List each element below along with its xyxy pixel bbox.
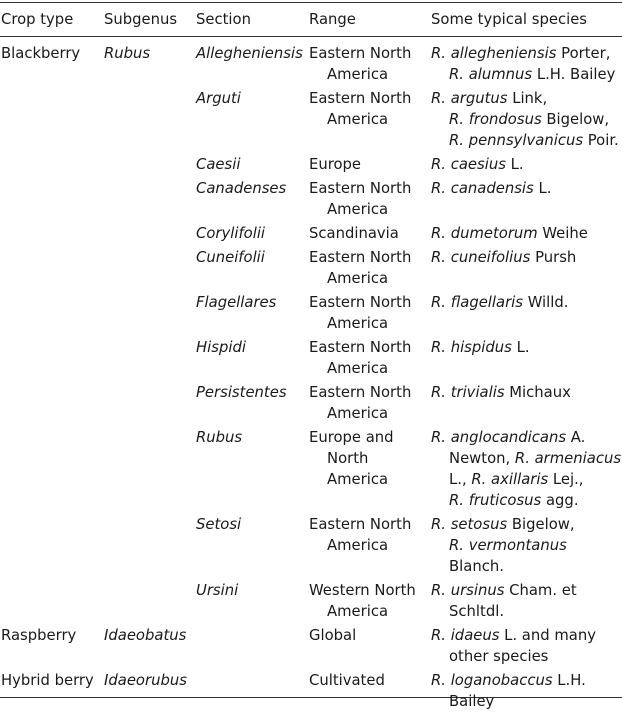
section-cell: Persistentes [196, 384, 287, 401]
species-line [431, 130, 622, 151]
species-cell [430, 154, 622, 178]
section-cell: Caesii [196, 156, 241, 173]
species-name: R. dumetorum [431, 225, 538, 242]
subgenus-cell [103, 154, 195, 178]
section-cell: Cuneifolii [196, 249, 265, 266]
species-authority: L.H. [552, 672, 586, 689]
crop-type-cell [0, 580, 103, 625]
species-authority: Bailey [449, 693, 495, 710]
species-authority: Blanch. [449, 558, 504, 575]
species-name: R. frondosus [449, 111, 542, 128]
species-line [431, 292, 622, 313]
species-authority: Link, [507, 90, 548, 107]
range-line: America [327, 315, 389, 332]
species-authority: Newton, [449, 450, 515, 467]
range-line: America [327, 405, 389, 422]
subgenus-cell [103, 178, 195, 223]
species-authority: L., [449, 471, 472, 488]
crop-type-cell [0, 88, 103, 154]
species-authority: Bigelow, [507, 516, 575, 533]
range-line: Eastern North [309, 45, 412, 62]
table-row [0, 178, 622, 223]
crop-type-cell [0, 514, 103, 580]
species-name: R. flagellaris [431, 294, 524, 311]
range-line: America [327, 537, 389, 554]
species-authority: other species [449, 648, 549, 665]
range-cell [308, 154, 430, 178]
species-authority: Poir. [583, 132, 619, 149]
table-row [0, 154, 622, 178]
range-line: Eastern North [309, 516, 412, 533]
header-section: Section [196, 11, 251, 28]
section-cell: Rubus [196, 429, 243, 446]
range-cell [308, 514, 430, 580]
species-cell [430, 36, 622, 88]
species-line [431, 223, 622, 244]
range-cell [308, 382, 430, 427]
subgenus-cell [103, 223, 195, 247]
species-authority: Cham. et [504, 582, 577, 599]
species-name: R. cuneifolius [431, 249, 531, 266]
header-row [0, 3, 622, 36]
header-range: Range [309, 11, 356, 28]
species-authority: L. [533, 180, 552, 197]
range-cell [308, 292, 430, 337]
species-name: R. alumnus [449, 66, 533, 83]
crop-type-cell [0, 223, 103, 247]
section-cell [195, 625, 308, 670]
table-body [0, 36, 622, 715]
range-line: Eastern North [309, 180, 412, 197]
species-line [431, 109, 622, 130]
section-cell: Corylifolii [196, 225, 266, 242]
species-name: R. canadensis [431, 180, 534, 197]
species-name: R. axillaris [471, 471, 549, 488]
table-row [0, 427, 622, 514]
range-line: North [327, 450, 369, 467]
species-name: R. caesius [431, 156, 506, 173]
species-line [431, 64, 622, 85]
range-line: Eastern North [309, 339, 412, 356]
species-cell [430, 625, 622, 670]
section-cell: Canadenses [196, 180, 287, 197]
species-cell [430, 223, 622, 247]
crop-type-cell: Raspberry [1, 627, 77, 644]
table-header [0, 3, 622, 36]
subgenus-cell [103, 514, 195, 580]
table-row [0, 292, 622, 337]
section-cell: Setosi [196, 516, 242, 533]
subgenus-cell: Idaeorubus [104, 672, 187, 689]
section-cell: Ursini [196, 582, 239, 599]
range-line: America [327, 360, 389, 377]
header-crop-type: Crop type [1, 11, 74, 28]
species-cell [430, 247, 622, 292]
species-name: R. allegheniensis [431, 45, 557, 62]
range-line: Eastern North [309, 90, 412, 107]
species-authority: A. [566, 429, 586, 446]
species-authority: L. [505, 156, 524, 173]
species-line [431, 646, 622, 667]
species-cell [430, 382, 622, 427]
crop-type-cell: Blackberry [1, 45, 81, 62]
species-line [431, 88, 622, 109]
subgenus-cell [103, 247, 195, 292]
range-cell [308, 337, 430, 382]
crop-type-cell [0, 178, 103, 223]
species-line [431, 247, 622, 268]
rubus-classification-table [0, 3, 622, 715]
species-authority: L. [511, 339, 530, 356]
species-line [431, 382, 622, 403]
table-row [0, 247, 622, 292]
section-cell: Flagellares [196, 294, 277, 311]
range-line: Global [309, 627, 357, 644]
species-authority: Schltdl. [449, 603, 505, 620]
range-line: Eastern North [309, 294, 412, 311]
species-line [431, 154, 622, 175]
range-line: Western North [309, 582, 416, 599]
species-authority: agg. [541, 492, 579, 509]
species-line [431, 178, 622, 199]
subgenus-cell [103, 580, 195, 625]
subgenus-cell [103, 88, 195, 154]
range-cell [308, 223, 430, 247]
table-row [0, 337, 622, 382]
table-row [0, 36, 622, 88]
table-row [0, 670, 622, 715]
range-line: America [327, 270, 389, 287]
range-cell [308, 36, 430, 88]
section-cell: Hispidi [196, 339, 246, 356]
header-subgenus: Subgenus [104, 11, 178, 28]
species-line [431, 514, 622, 535]
species-name: R. anglocandicans [431, 429, 567, 446]
species-name: R. vermontanus [449, 537, 567, 554]
species-cell [430, 178, 622, 223]
subgenus-cell [103, 337, 195, 382]
range-line: Eastern North [309, 384, 412, 401]
species-name: R. idaeus [431, 627, 500, 644]
species-line [431, 448, 622, 469]
species-authority: L. and many [499, 627, 596, 644]
range-line: Scandinavia [309, 225, 399, 242]
species-name: R. armeniacus [514, 450, 622, 467]
species-line [431, 625, 622, 646]
range-line: Cultivated [309, 672, 385, 689]
subgenus-cell [103, 292, 195, 337]
header-species: Some typical species [431, 11, 588, 28]
species-authority: Weihe [537, 225, 588, 242]
species-line [431, 580, 622, 601]
subgenus-cell [103, 382, 195, 427]
species-authority: Porter, [556, 45, 611, 62]
species-cell [430, 514, 622, 580]
range-cell [308, 625, 430, 670]
table-row [0, 625, 622, 670]
species-line [431, 427, 622, 448]
species-line [431, 691, 622, 712]
species-line [431, 490, 622, 511]
range-line: America [327, 111, 389, 128]
range-cell [308, 178, 430, 223]
range-cell [308, 88, 430, 154]
crop-type-cell [0, 382, 103, 427]
subgenus-cell: Rubus [104, 45, 151, 62]
range-line: America [327, 66, 389, 83]
range-line: Eastern North [309, 249, 412, 266]
species-line [431, 43, 622, 64]
species-line [431, 469, 622, 490]
crop-type-cell [0, 427, 103, 514]
species-authority: Bigelow, [541, 111, 610, 128]
species-line [431, 535, 622, 577]
subgenus-cell: Idaeobatus [104, 627, 187, 644]
range-line: Europe [309, 156, 362, 173]
species-name: R. argutus [431, 90, 508, 107]
species-name: R. loganobaccus [431, 672, 553, 689]
range-cell [308, 427, 430, 514]
table-row [0, 223, 622, 247]
range-line: America [327, 201, 389, 218]
crop-type-cell [0, 292, 103, 337]
table-row [0, 580, 622, 625]
species-name: R. setosus [431, 516, 508, 533]
crop-type-cell [0, 337, 103, 382]
species-name: R. fruticosus [449, 492, 542, 509]
crop-type-cell [0, 247, 103, 292]
species-name: R. ursinus [431, 582, 505, 599]
subgenus-cell [103, 427, 195, 514]
species-cell [430, 88, 622, 154]
range-cell [308, 580, 430, 625]
species-name: R. trivialis [431, 384, 505, 401]
range-cell [308, 247, 430, 292]
species-cell [430, 292, 622, 337]
species-authority: Lej., [548, 471, 584, 488]
species-cell [430, 670, 622, 715]
species-line [431, 337, 622, 358]
table-row [0, 88, 622, 154]
species-name: R. hispidus [431, 339, 512, 356]
range-line: America [327, 603, 389, 620]
crop-type-cell [0, 154, 103, 178]
species-cell [430, 580, 622, 625]
table-row [0, 382, 622, 427]
section-cell: Allegheniensis [196, 45, 303, 62]
species-line [431, 670, 622, 691]
species-authority: Michaux [504, 384, 571, 401]
section-cell [195, 670, 308, 715]
crop-type-cell: Hybrid berry [1, 672, 94, 689]
species-authority: Pursh [530, 249, 577, 266]
species-authority: Willd. [523, 294, 569, 311]
species-line [431, 601, 622, 622]
species-cell [430, 337, 622, 382]
table-row [0, 514, 622, 580]
species-name: R. pennsylvanicus [449, 132, 584, 149]
range-line: America [327, 471, 389, 488]
range-cell [308, 670, 430, 715]
range-line: Europe and [309, 429, 394, 446]
species-cell [430, 427, 622, 514]
species-authority: L.H. Bailey [532, 66, 616, 83]
section-cell: Arguti [196, 90, 241, 107]
